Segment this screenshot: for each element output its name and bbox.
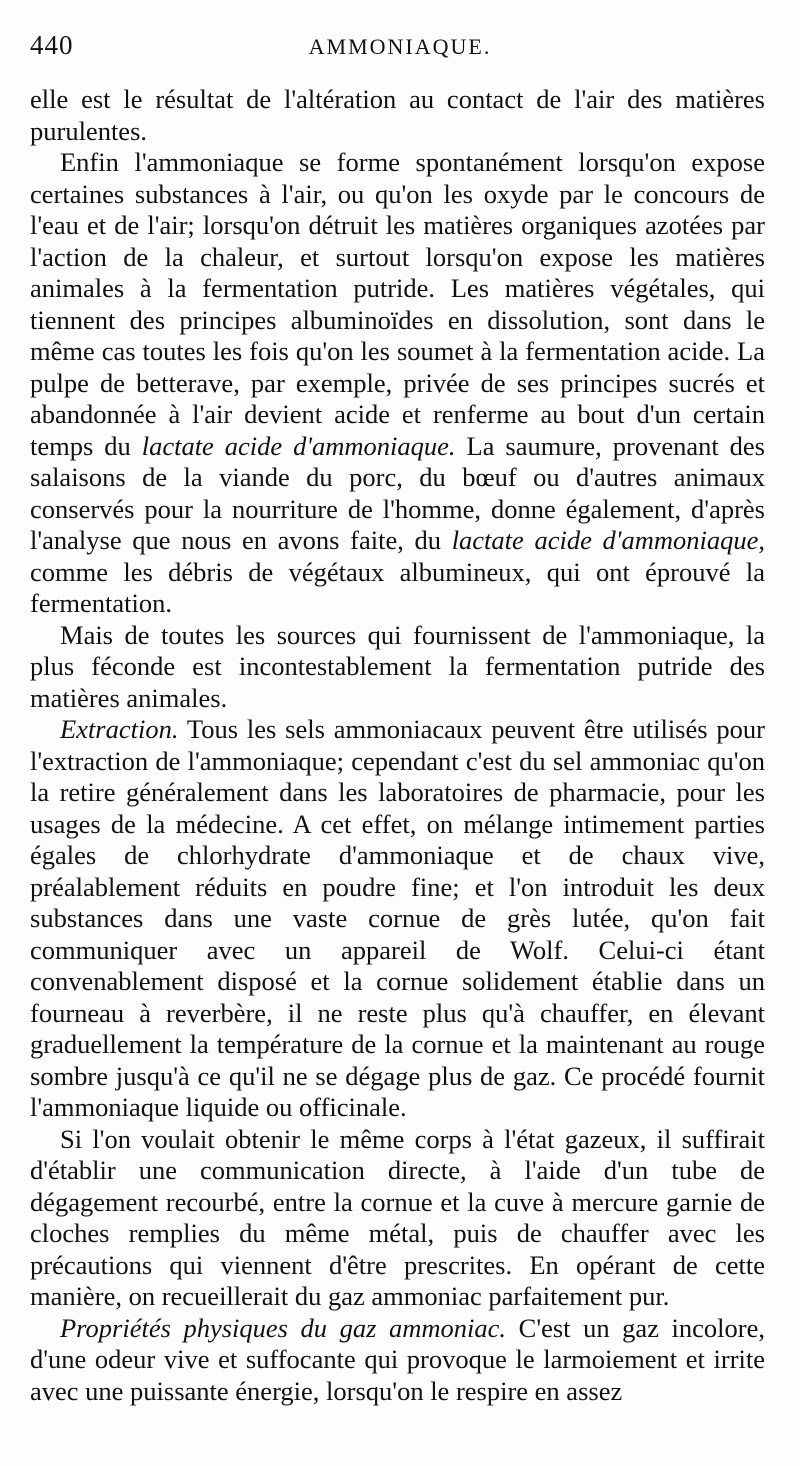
- body-text: [30, 84, 765, 1407]
- paragraph-text: Tous les sels ammoniacaux peuvent être utilisés pour l'extraction de l'ammoniaque; cependant c'est du sel ammoniac qu'on la retire généralement dans les laboratoires de pharmacie, pour les usages de la médecine. A cet effet, on mélange intimement parties égales de chlorhydrate d'ammoniaque et de chaux vive, préalablement réduits en poudre fine; et l'on introduit les deux substances dans une vaste cornue de grès lutée, qu'on fait communiquer avec un appareil de Wolf. Celui-ci étant convenablement disposé et la cornue solidement établie dans un fourneau à reverbère, il ne reste plus qu'à chauffer, en élevant graduellement la température de la cornue et la maintenant au rouge sombre jusqu'à ce qu'il ne se dégage plus de gaz. Ce procédé fournit l'ammoniaque liquide ou officinale.: [30, 714, 765, 1122]
- running-head: AMMONIAQUE.: [308, 34, 492, 59]
- paragraph-text: C'est un gaz incolore, d'une odeur vive et suffocante qui provoque le larmoiement et irrite avec une puissante énergie, lorsqu'on le respire en assez: [30, 1312, 765, 1406]
- section-lead-properties: Propriétés physiques du gaz ammoniac.: [60, 1312, 507, 1343]
- paragraph-text: comme les débris de végétaux albumineux, qui ont éprouvé la fermentation.: [30, 556, 765, 618]
- paragraph-ammonia-formation: [30, 147, 765, 620]
- paragraph-text: Si l'on voulait obtenir le même corps à l'état gazeux, il suffirait d'établir une communication directe, à l'aide d'un tube de dégagement recourbé, entre la cornue et la cuve à mercure garnie de cloches remplies du même métal, puis de chauffer avec les précautions qui viennent d'être prescrites. En opérant de cette manière, on recueillerait du gaz ammoniac parfaitement pur.: [30, 1123, 765, 1311]
- paragraph-text: Enfin l'ammoniaque se forme spontanément lorsqu'on expose certaines substances à l'air, ou qu'on les oxyde par le concours de l'eau et de l'air; lorsqu'on détruit les matières organiques azotées par l'action de la chaleur, et surtout lorsqu'on expose les matières animales à la fermentation putride. Les matières végétales, qui tiennent des principes albuminoïdes en dissolution, sont dans le même cas toutes les fois qu'on les soumet à la fermentation acide. La pulpe de betterave, par exemple, privée de ses principes sucrés et abandonnée à l'air devient acide et renferme au bout d'un certain temps du: [30, 147, 765, 461]
- page-header: [30, 30, 770, 70]
- section-lead-extraction: Extraction.: [60, 714, 179, 744]
- paragraph-text: La saumure, provenant des salaisons de la viande du porc, du bœuf ou d'autres animaux conservés pour la nourriture de l'homme, donne également, d'après l'analyse que nous en avons faite, du: [30, 430, 765, 555]
- page-number: 440: [30, 30, 74, 60]
- italic-term: lactate acide d'ammoniaque.: [141, 430, 456, 461]
- paragraph-text: Mais de toutes les sources qui fournissent de l'ammoniaque, la plus féconde est incontestablement la fermentation putride des matières animales.: [30, 619, 765, 713]
- paragraph-physical-properties: [30, 1313, 765, 1408]
- paragraph-text: elle est le résultat de l'altération au contact de l'air des matières purulentes.: [30, 84, 765, 146]
- paragraph-continuation: [30, 84, 765, 147]
- paragraph-gaseous-state: [30, 1124, 765, 1313]
- paragraph-sources: [30, 620, 765, 715]
- italic-term: lactate acide d'ammoniaque,: [451, 525, 765, 555]
- paragraph-extraction: [30, 714, 765, 1124]
